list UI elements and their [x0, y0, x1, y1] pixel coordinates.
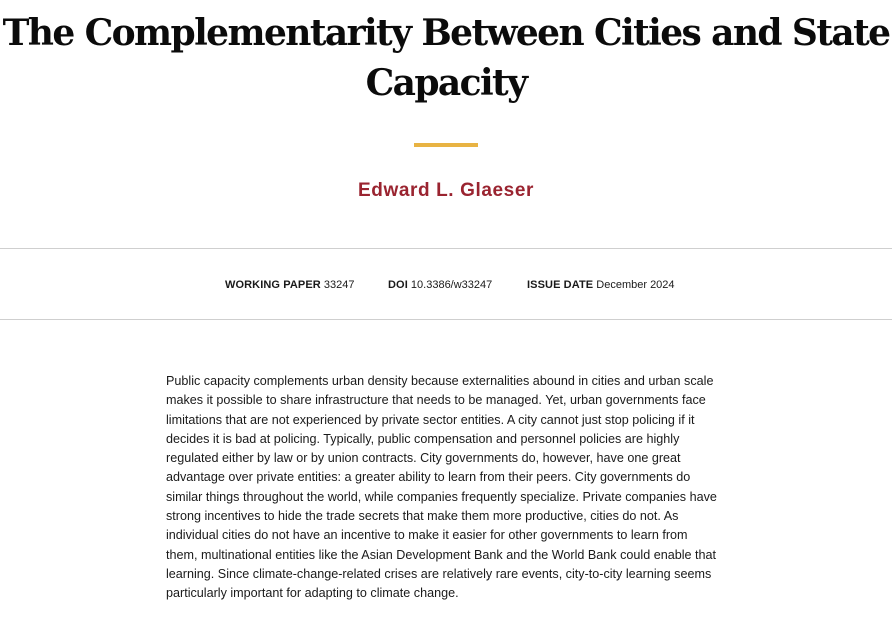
abstract-line: them, multinational entities like the Asian Development Bank and the World Bank could enable that [166, 547, 717, 562]
abstract-line: regulated either by law or by union contracts. City governments do, however, have one great [166, 451, 681, 466]
abstract-line: similar things throughout the world, while companies frequently specialize. Private companies have [166, 489, 717, 504]
abstract-line: individual cities do not have an incentive to make it easier for other governments to learn from [166, 528, 688, 543]
paper-title-line-1: The Complementarity Between Cities and State [2, 12, 890, 54]
abstract-line: decides it is bad at policing. Typically, public compensation and personnel policies are highly [166, 431, 680, 446]
issue-date-value: December 2024 [596, 279, 675, 291]
meta-bottom-divider [0, 319, 892, 320]
abstract-line: Public capacity complements urban density because externalities abound in cities and urban scale [166, 374, 714, 388]
working-paper-value: 33247 [323, 279, 355, 291]
author-link[interactable]: Edward L. Glaeser [358, 180, 534, 201]
abstract-line: strong incentives to hide the trade secrets that make them more productive, cities do not. As [166, 509, 679, 524]
accent-rule [414, 143, 478, 147]
doi-label: DOI [388, 279, 408, 291]
issue-date-label: ISSUE DATE [527, 279, 594, 291]
abstract-line: learning. Since climate-change-related crises are relatively rare events, city-to-city learning seems [166, 566, 712, 581]
abstract-line: advantage over private entities: a greater ability to learn from their peers. City governments do [166, 470, 691, 485]
working-paper-label: WORKING PAPER [225, 279, 321, 291]
abstract-line: particularly important for adapting to climate change. [166, 586, 459, 601]
paper-meta-row [0, 277, 892, 293]
working-paper-meta [225, 277, 354, 293]
paper-title-line-2: Capacity [365, 62, 527, 104]
issue-date-meta [527, 277, 675, 293]
paper-title [0, 8, 892, 108]
abstract-text [166, 372, 732, 604]
doi-value: 10.3386/w33247 [410, 279, 493, 291]
abstract-line: makes it possible to share infrastructure that needs to be managed. Yet, urban governments face [166, 393, 706, 408]
meta-top-divider [0, 248, 892, 249]
doi-meta [388, 277, 492, 293]
abstract-line: limitations that are not experienced by private sector entities. A city cannot just stop policing if it [166, 412, 695, 427]
